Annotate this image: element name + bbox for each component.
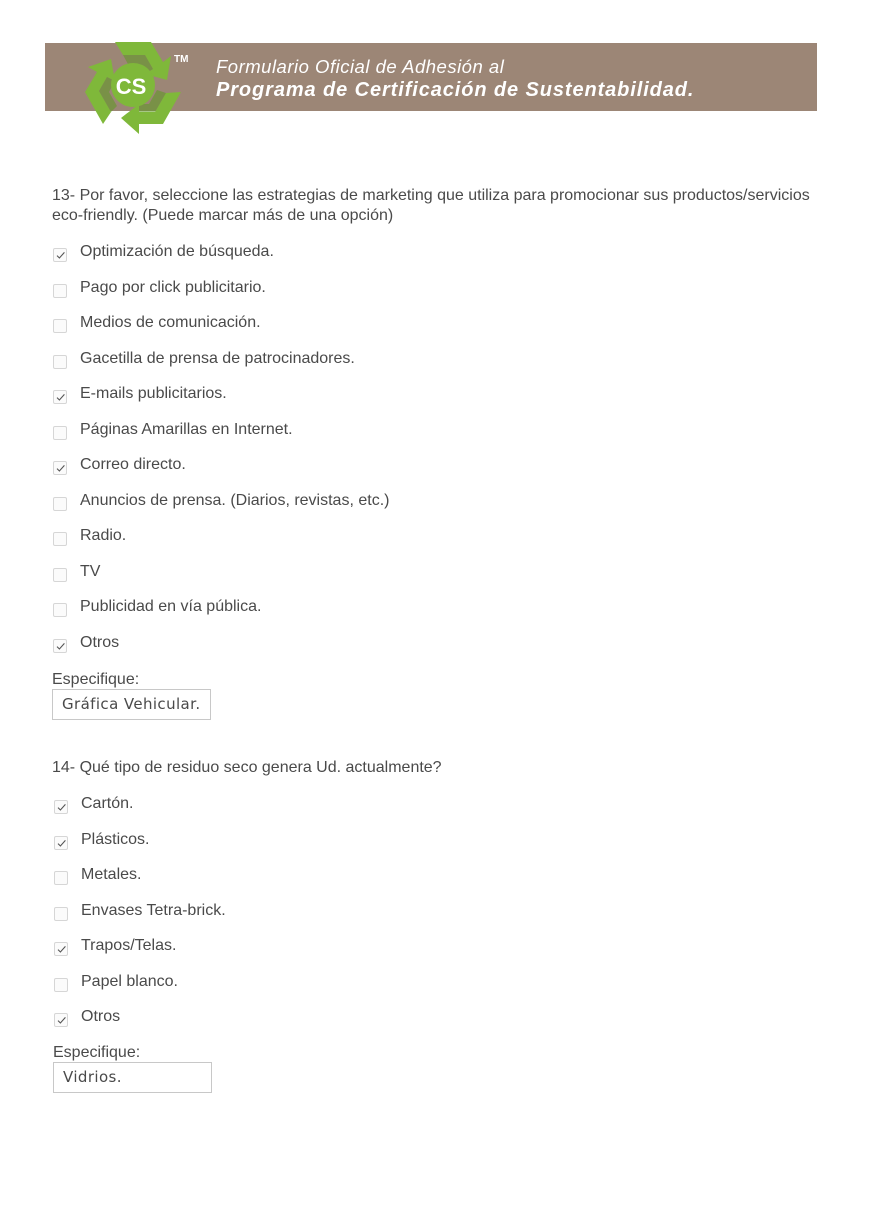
checkbox[interactable] xyxy=(54,871,68,885)
checkbox[interactable] xyxy=(53,355,67,369)
q14-specify-label: Especifique: xyxy=(53,1044,141,1061)
checkbox[interactable] xyxy=(53,568,67,582)
checkbox[interactable] xyxy=(53,461,67,475)
option-label: Gacetilla de prensa de patrocinadores. xyxy=(80,349,355,367)
option-label: Páginas Amarillas en Internet. xyxy=(80,420,293,438)
option-label: Envases Tetra-brick. xyxy=(81,901,226,919)
option-label: Metales. xyxy=(81,866,142,883)
checkbox[interactable] xyxy=(53,532,67,546)
checkmark-icon xyxy=(55,641,66,652)
checkbox[interactable] xyxy=(53,319,67,333)
option-label: Publicidad en vía pública. xyxy=(80,598,262,615)
option-label: Plásticos. xyxy=(81,830,150,848)
checkbox[interactable] xyxy=(54,800,68,814)
header-title-line1: Formulario Oficial de Adhesión al xyxy=(216,56,505,77)
checkbox[interactable] xyxy=(54,907,68,921)
checkmark-icon xyxy=(55,250,66,261)
option-label: Papel blanco. xyxy=(81,972,178,990)
option-label: E-mails publicitarios. xyxy=(80,385,227,402)
question-14-text: 14- Qué tipo de residuo seco genera Ud. actualmente? xyxy=(52,759,442,776)
option-label: Optimización de búsqueda. xyxy=(80,243,274,260)
option-label: Pago por click publicitario. xyxy=(80,278,266,296)
q14-specify-input[interactable]: Vidrios. xyxy=(53,1062,212,1093)
checkbox[interactable] xyxy=(53,390,67,404)
checkbox[interactable] xyxy=(53,248,67,262)
checkmark-icon xyxy=(56,802,67,813)
checkmark-icon xyxy=(56,1015,67,1026)
checkbox[interactable] xyxy=(53,497,67,511)
checkbox[interactable] xyxy=(54,978,68,992)
option-label: TV xyxy=(80,562,101,580)
logo-text: CS xyxy=(115,74,147,99)
trademark-mark: TM xyxy=(174,54,189,65)
q13-specify-input[interactable]: Gráfica Vehicular. xyxy=(52,689,211,720)
option-label: Correo directo. xyxy=(80,456,186,473)
option-label: Radio. xyxy=(80,527,127,544)
option-label: Otros xyxy=(81,1008,121,1025)
option-label: Medios de comunicación. xyxy=(80,314,261,331)
q13-specify-label: Especifique: xyxy=(52,671,140,688)
recycle-logo-icon xyxy=(72,30,194,142)
checkbox[interactable] xyxy=(54,1013,68,1027)
checkmark-icon xyxy=(55,463,66,474)
checkbox[interactable] xyxy=(53,426,67,440)
question-13-text: 13- Por favor, seleccione las estrategias de marketing que utiliza para promocionar sus productos/servicios eco-friendly. (Puede marcar más de una opción) xyxy=(52,187,810,224)
checkbox[interactable] xyxy=(54,942,68,956)
header-title-line2: Programa de Certificación de Sustentabilidad. xyxy=(216,79,695,101)
checkbox[interactable] xyxy=(54,836,68,850)
checkbox[interactable] xyxy=(53,603,67,617)
option-label: Cartón. xyxy=(81,795,134,812)
checkmark-icon xyxy=(56,944,67,955)
option-label: Otros xyxy=(80,633,120,651)
option-label: Trapos/Telas. xyxy=(81,937,177,954)
checkbox[interactable] xyxy=(53,639,67,653)
option-label: Anuncios de prensa. (Diarios, revistas, etc.) xyxy=(80,491,390,509)
checkmark-icon xyxy=(55,392,66,403)
checkbox[interactable] xyxy=(53,284,67,298)
checkmark-icon xyxy=(56,838,67,849)
